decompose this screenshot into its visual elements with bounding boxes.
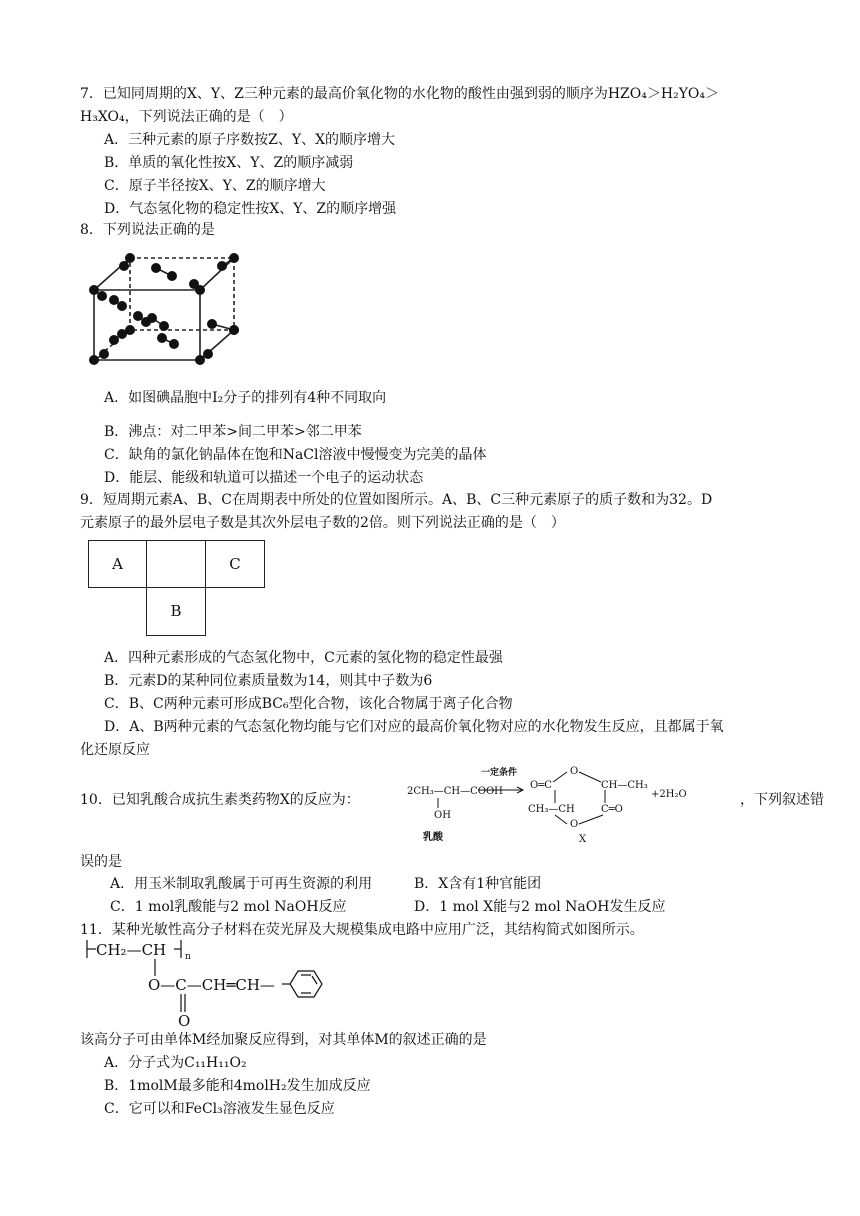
q11-option-a: A．分子式为C₁₁H₁₁O₂ [104,1055,247,1071]
reactant-formula: 2CH₃—CH—COOH [407,786,503,797]
q10-option-b: B．X含有1种官能团 [414,876,542,892]
ring-right-carbonyl: C═O [601,804,623,815]
q8-stem: 8．下列说法正确的是 [80,222,215,238]
ring-o-bottom: O [570,819,579,830]
q10-option-d: D．1 mol X能与2 mol NaOH发生反应 [414,899,666,915]
polymer-structure-figure [82,938,342,1030]
reactant-oh: OH [434,810,451,821]
q8-option-c: C．缺角的氯化钠晶体在饱和NaCl溶液中慢慢变为完美的晶体 [104,447,487,463]
q9-stem-line1: 9．短周期元素A、B、C在周期表中所处的位置如图所示。A、B、C三种元素原子的质子数和为32。D [80,492,713,508]
ring-left-ch: CH₃—CH [528,804,575,815]
table-cell-c: C [205,540,265,588]
q11-stem: 11．某种光敏性高分子材料在荧光屏及大规模集成电路中应用广泛，其结构简式如图所示。 [80,922,644,938]
q10-option-a: A．用玉米制取乳酸属于可再生资源的利用 [110,876,373,892]
q7-option-c: C．原子半径按X、Y、Z的顺序增大 [104,178,326,194]
product-name: X [579,834,587,844]
q8-option-b: B．沸点：对二甲苯>间二甲苯>邻二甲苯 [104,424,362,440]
q7-option-d: D．气态氢化物的稳定性按X、Y、Z的顺序增强 [104,201,397,217]
q9-option-c: C．B、C两种元素可形成BC₆型化合物，该化合物属于离子化合物 [104,696,513,712]
iodine-crystal-cell-figure [82,244,252,369]
q9-option-d-continued: 化还原反应 [80,742,150,758]
q11-option-c: C．它可以和FeCl₃溶液发生显色反应 [104,1101,335,1117]
q9-option-d: D．A、B两种元素的气态氢化物均能与它们对应的最高价氧化物对应的水化物发生反应，且都属于氧 [104,719,724,735]
q7-stem-line1: 7．已知同周期的X、Y、Z三种元素的最高价氧化物的水化物的酸性由强到弱的顺序为HZO₄＞H₂YO₄＞ [80,86,720,102]
polymer-backbone: CH₂—CH [96,941,167,959]
table-cell-b: B [146,587,206,636]
reaction-condition: 一定条件 [481,768,518,778]
q11-option-b: B．1molM最多能和4molH₂发生加成反应 [104,1078,371,1094]
polymer-ester-chain: O—C—CH═CH— [148,976,275,994]
q8-option-d: D．能层、能级和轨道可以描述一个电子的运动状态 [104,470,424,486]
q9-stem-line2: 元素原子的最外层电子数是其次外层电子数的2倍。则下列说法正确的是（ ） [80,515,565,531]
q7-option-b: B．单质的氧化性按X、Y、Z的顺序减弱 [104,155,354,171]
q9-option-a: A．四种元素形成的气态氢化物中，C元素的氢化物的稳定性最强 [104,650,503,666]
q10-stem-prefix: 10．已知乳酸合成抗生素类药物X的反应为： [80,792,360,808]
q7-option-a: A．三种元素的原子序数按Z、Y、X的顺序增大 [104,132,396,148]
ring-o-top: O [570,766,579,777]
lactic-acid-reaction-figure [405,760,740,844]
q10-option-c: C．1 mol乳酸能与2 mol NaOH反应 [110,899,347,915]
q9-option-b: B．元素D的某种同位素质量数为14，则其中子数为6 [104,673,433,689]
q10-stem-line2: 误的是 [80,854,122,870]
q10-stem-suffix: ，下列叙述错 [740,792,824,808]
q7-stem-line2: H₃XO₄，下列说法正确的是（ ） [80,109,293,125]
ring-right-ch: CH—CH₃ [601,780,648,791]
polymer-n: n [185,952,191,962]
ring-left-carbonyl: O═C [530,780,552,791]
table-cell-empty [146,540,206,588]
table-cell-a: A [88,540,147,588]
reactant-name: 乳酸 [423,832,443,843]
carbonyl-oxygen: O [178,1012,191,1030]
periodic-table-figure [88,540,268,638]
q8-option-a: A．如图碘晶胞中I₂分子的排列有4种不同取向 [104,390,387,406]
q11-stem2: 该高分子可由单体M经加聚反应得到，对其单体M的叙述正确的是 [80,1032,487,1048]
byproduct: +2H₂O [651,789,687,800]
